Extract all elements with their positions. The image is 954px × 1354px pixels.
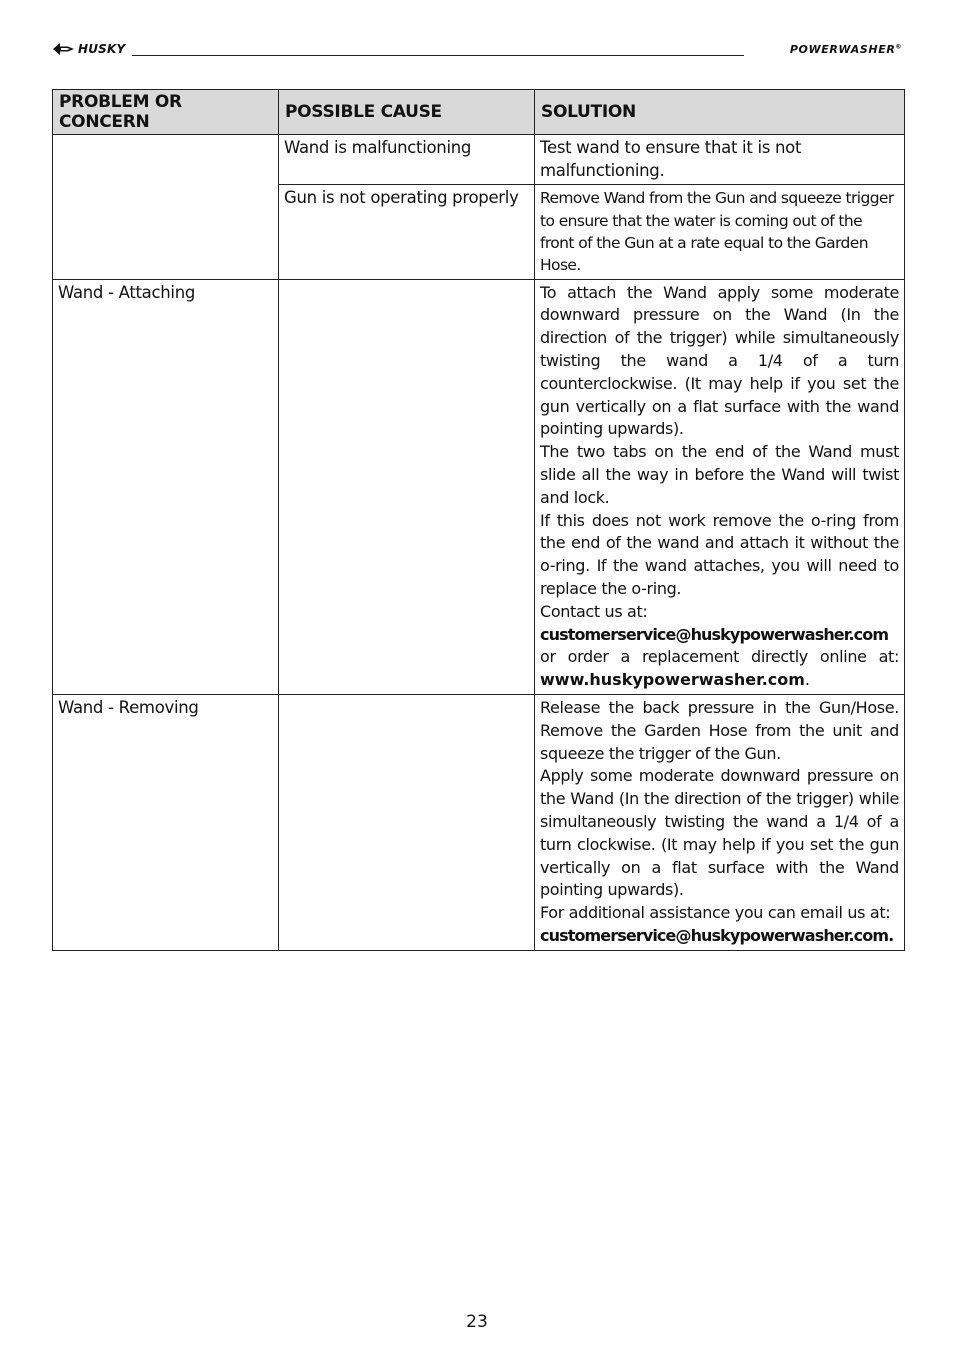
page-number: 23 <box>466 1312 488 1332</box>
header-problem: PROBLEM OR CONCERN <box>53 90 279 135</box>
header-solution: SOLUTION <box>535 90 905 135</box>
page-header <box>52 40 902 58</box>
solution-paragraph: The two tabs on the end of the Wand must slide all the way in before the Wand will twist and lock. <box>540 442 899 507</box>
solution-paragraph: Contact us at: <box>540 601 648 621</box>
solution-paragraph: Release the back pressure in the Gun/Hose. Remove the Garden Hose from the unit and squeeze the trigger of the Gun. <box>540 697 899 763</box>
solution-paragraph: For additional assistance you can email us at: <box>540 903 891 923</box>
brand-text: POWERWASHER <box>789 43 896 56</box>
support-email[interactable]: customerservice@huskypowerwasher.com. <box>540 925 894 945</box>
cause-cell <box>279 279 535 694</box>
solution-paragraph: To attach the Wand apply some moderate downward pressure on the Wand (In the direction of the trigger) while simultaneously twisting the wand a 1/4 of a turn counterclockwise. (It may help if you set the gun vertically on a flat surface with the wand pointing upwards). <box>540 282 899 439</box>
solution-paragraph: If this does not work remove the o-ring from the end of the wand and attach it without the o-ring. If the wand attaches, you will need to replace the o-ring. <box>540 510 899 598</box>
registered-mark: ® <box>895 43 902 51</box>
logo-text: HUSKY <box>78 42 126 56</box>
husky-logo <box>52 40 125 58</box>
problem-cell: Wand - Removing <box>53 694 279 950</box>
problem-cell <box>53 135 279 280</box>
husky-logo-icon <box>52 42 76 56</box>
solution-cell <box>535 694 905 950</box>
troubleshooting-table <box>52 89 905 951</box>
support-email[interactable]: customerservice@huskypowerwasher.com <box>540 624 889 644</box>
solution-cell: Remove Wand from the Gun and squeeze trigger to ensure that the water is coming out of the front of the Gun at a rate equal to the Garden Hose. <box>535 185 905 279</box>
header-rule <box>132 55 744 56</box>
order-text: or order a replacement directly online at: <box>540 647 899 667</box>
table-header-row <box>53 90 905 135</box>
order-online-text <box>540 646 899 692</box>
solution-cell: Test wand to ensure that it is not malfunctioning. <box>535 135 905 185</box>
header-cause: POSSIBLE CAUSE <box>279 90 535 135</box>
solution-paragraph: Apply some moderate downward pressure on the Wand (In the direction of the trigger) while simultaneously twisting the wand a 1/4 of a turn clockwise. (It may help if you set the gun vertically on a flat surface with the Wand pointing upwards). <box>540 766 899 900</box>
table-row <box>53 694 905 950</box>
website-link[interactable]: www.huskypowerwasher.com <box>540 670 805 690</box>
problem-cell: Wand - Attaching <box>53 279 279 694</box>
brand-name <box>790 43 902 56</box>
cause-cell <box>279 694 535 950</box>
table-row <box>53 279 905 694</box>
website-suffix: . <box>804 670 810 690</box>
solution-cell <box>535 279 905 694</box>
cause-cell: Gun is not operating properly <box>279 185 535 279</box>
cause-cell: Wand is malfunctioning <box>279 135 535 185</box>
table-row <box>53 135 905 185</box>
